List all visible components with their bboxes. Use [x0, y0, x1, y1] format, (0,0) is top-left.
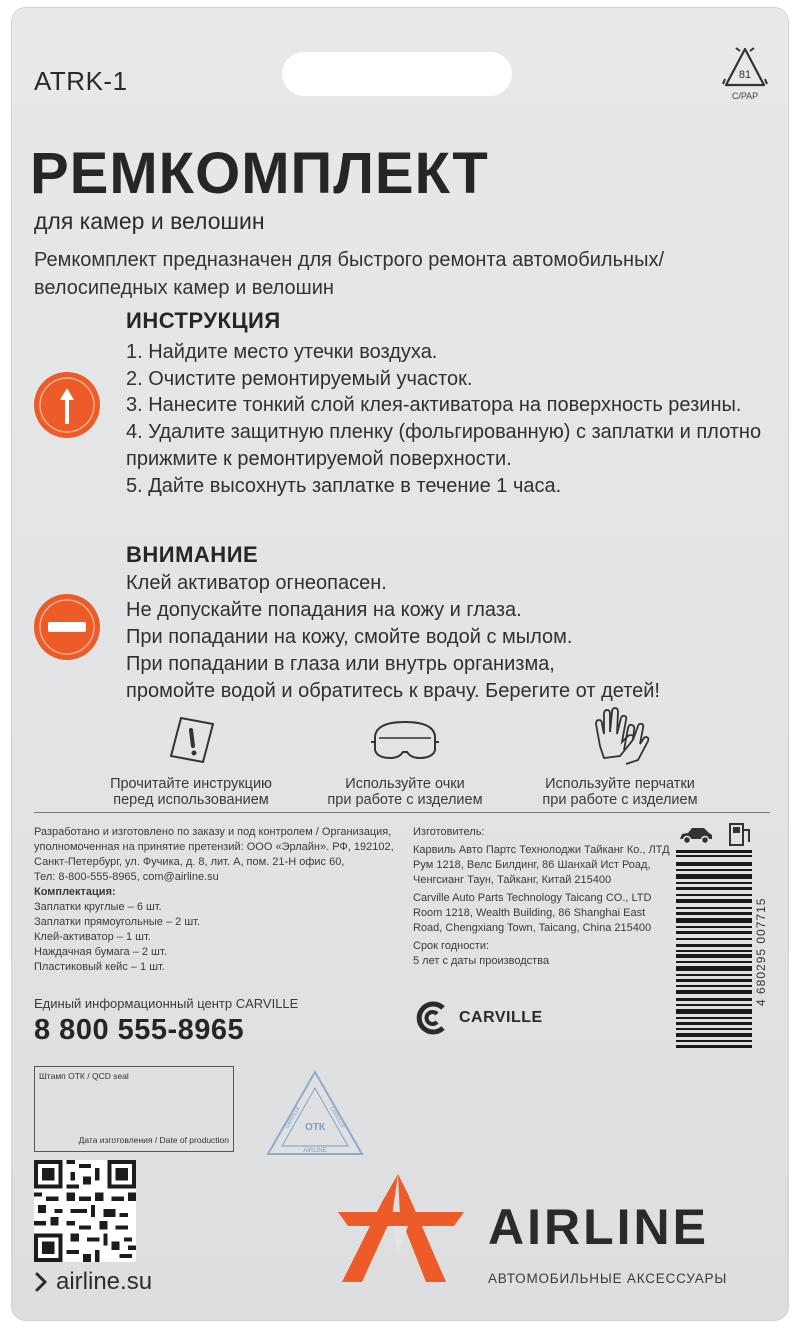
- instructions-list: [126, 339, 766, 499]
- pictogram-goggles: [310, 712, 500, 808]
- pictogram-text-line: Используйте очки: [345, 776, 465, 792]
- manufacturer-block: [413, 825, 673, 969]
- instructions-heading: ИНСТРУКЦИЯ: [126, 308, 281, 333]
- pictogram-gloves: [520, 706, 720, 808]
- sku-code: ATRK-1: [34, 66, 128, 96]
- warning-line: При попадании в глаза или внутрь организма,: [126, 653, 555, 675]
- website-text: airline.su: [56, 1268, 153, 1295]
- instruction-step: 3. Нанесите тонкий слой клея-активатора на поверхность резины.: [126, 394, 742, 417]
- recycle-icon: [720, 45, 770, 93]
- kit-item: Пластиковый кейс – 1 шт.: [34, 961, 165, 973]
- info-center-label: Единый информационный центр CARVILLE: [34, 996, 299, 1011]
- instruction-step: 5. Дайте высохнуть заплатке в течение 1 часа.: [126, 474, 562, 497]
- maker-info-block: [34, 825, 394, 975]
- airline-logo-icon: [336, 1172, 466, 1284]
- pictogram-text-line: перед использованием: [113, 792, 269, 808]
- brand-tagline: АВТОМОБИЛЬНЫЕ АКСЕССУАРЫ: [488, 1271, 728, 1286]
- kit-item: Наждачная бумага – 2 шт.: [34, 946, 167, 958]
- pictogram-text-line: при работе с изделием: [327, 792, 483, 808]
- qr-code[interactable]: [34, 1160, 136, 1262]
- carville-logo: [413, 998, 543, 1038]
- kit-item: Заплатки круглые – 6 шт.: [34, 901, 162, 913]
- maker-info-text: Разработано и изготовлено по заказу и под контролем / Организация, уполномоченная на принятие претензий: ООО «Эрлайн». РФ, 192102, Санкт-Петербург, ул. Фучика, д. 8, лит. А, пом. 21-Н офис 60,: [34, 826, 394, 868]
- section-divider: [34, 812, 770, 813]
- otk-bottom: AIRLINE: [303, 1148, 327, 1154]
- barcode-number: 4 680295 007715: [754, 897, 768, 1007]
- carville-brand-text: CARVILLE: [459, 1009, 543, 1026]
- instruction-step: 4. Удалите защитную пленку (фольгированную) с заплатки и плотно прижмите к ремонтируемой поверхности.: [126, 421, 762, 470]
- manufacturer-heading: Изготовитель:: [413, 826, 485, 838]
- manufacturer-ru: Карвиль Авто Партс Технолоджи Тайканг Ко., ЛТД Рум 1218, Велс Билдинг, 86 Шанхай Ист Роад, Ченгсианг Таун, Тайканг, Китай 215400: [413, 844, 670, 886]
- otk-stamp: [264, 1068, 366, 1160]
- shelf-life-heading: Срок годности:: [413, 940, 490, 952]
- pictogram-text-line: Используйте перчатки: [545, 776, 695, 792]
- pictogram-text-line: Прочитайте инструкцию: [110, 776, 272, 792]
- recycle-code: 81: [738, 69, 752, 81]
- kit-heading: Комплектация:: [34, 886, 116, 898]
- product-subtitle: для камер и велошин: [34, 208, 265, 234]
- otk-left: CARVILLE: [284, 1105, 302, 1130]
- kit-item: Клей-активатор – 1 шт.: [34, 931, 151, 943]
- qcd-seal-label: Штамп ОТК / QCD seal: [39, 1071, 129, 1081]
- kit-item: Заплатки прямоугольные – 2 шт.: [34, 916, 201, 928]
- gloves-icon: [590, 706, 650, 768]
- car-icon: [678, 825, 714, 845]
- no-entry-icon: [34, 594, 100, 660]
- warning-line: промойте водой и обратитесь к врачу. Берегите от детей!: [126, 680, 660, 702]
- fuel-pump-icon: [728, 822, 754, 846]
- chevron-right-icon: [34, 1271, 48, 1293]
- pictogram-text-line: при работе с изделием: [542, 792, 698, 808]
- goggles-icon: [369, 712, 441, 768]
- warning-line: При попадании на кожу, смойте водой с мылом.: [126, 626, 573, 648]
- otk-center: ОТК: [305, 1122, 325, 1133]
- maker-contacts: Тел: 8-800-555-8965, com@airline.su: [34, 871, 219, 883]
- product-title: РЕМКОМПЛЕКТ: [30, 141, 489, 206]
- warning-heading: ВНИМАНИЕ: [126, 542, 259, 567]
- production-date-label: Дата изготовления / Date of production: [78, 1135, 229, 1145]
- manual-icon: [163, 712, 219, 768]
- instruction-step: 2. Очистите ремонтируемый участок.: [126, 367, 473, 390]
- recycle-mark: [716, 45, 774, 119]
- instruction-step: 1. Найдите место утечки воздуха.: [126, 341, 438, 363]
- barcode: [676, 850, 752, 1050]
- website-link[interactable]: [34, 1268, 152, 1296]
- hotline-number: 8 800 555-8965: [34, 1014, 245, 1046]
- warning-line: Клей активатор огнеопасен.: [126, 572, 387, 594]
- qcd-seal-box: [34, 1066, 234, 1152]
- otk-right: CARVILLE: [328, 1105, 346, 1130]
- manufacturer-en: Carville Auto Parts Technology Taicang CO., LTD Room 1218, Wealth Building, 86 Shanghai East Road, Chengxiang Town, Taicang, China 215400: [413, 892, 652, 934]
- warning-line: Не допускайте попадания на кожу и глаза.: [126, 599, 522, 621]
- pictogram-read-manual: [96, 712, 286, 808]
- warning-list: [126, 570, 766, 705]
- shelf-life-value: 5 лет с даты производства: [413, 955, 550, 967]
- recycle-label: C/PAP: [731, 91, 759, 101]
- up-arrow-icon: [34, 372, 100, 438]
- brand-name: AIRLINE: [488, 1199, 709, 1255]
- hang-hole: [282, 52, 512, 96]
- product-purpose: Ремкомплект предназначен для быстрого ремонта автомобильных/велосипедных камер и велошин: [34, 249, 664, 299]
- carville-c-icon: [413, 998, 453, 1038]
